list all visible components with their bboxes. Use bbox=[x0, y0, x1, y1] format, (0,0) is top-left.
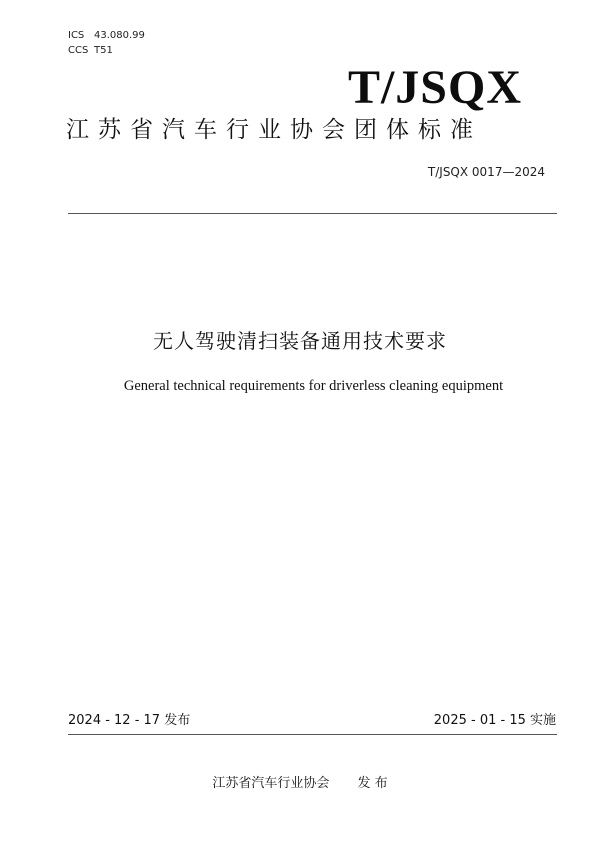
footer-divider bbox=[68, 734, 557, 735]
ccs-classification bbox=[68, 44, 113, 57]
issuer-line bbox=[0, 775, 600, 793]
document-title-chinese: 无人驾驶清扫装备通用技术要求 bbox=[153, 329, 447, 353]
issuer-action: 发 布 bbox=[357, 776, 388, 791]
issuer-name: 江苏省汽车行业协会 bbox=[212, 776, 330, 791]
ics-label: ICS bbox=[68, 30, 85, 41]
implementation-date: 2025 - 01 - 15 实施 bbox=[433, 713, 556, 728]
document-title-english: General technical requirements for driverless cleaning equipment bbox=[123, 378, 504, 394]
standard-number: T/JSQX 0017—2024 bbox=[427, 165, 545, 179]
ics-classification bbox=[68, 29, 145, 42]
standard-logo-code: T/JSQX bbox=[347, 61, 522, 114]
header-divider bbox=[68, 213, 557, 214]
ccs-value: T51 bbox=[94, 45, 113, 56]
publish-date: 2024 - 12 - 17 发布 bbox=[68, 713, 191, 728]
organization-standard-title: 江苏省汽车行业协会团体标准 bbox=[66, 117, 482, 143]
ccs-label: CCS bbox=[68, 45, 89, 56]
ics-value: 43.080.99 bbox=[94, 30, 145, 41]
